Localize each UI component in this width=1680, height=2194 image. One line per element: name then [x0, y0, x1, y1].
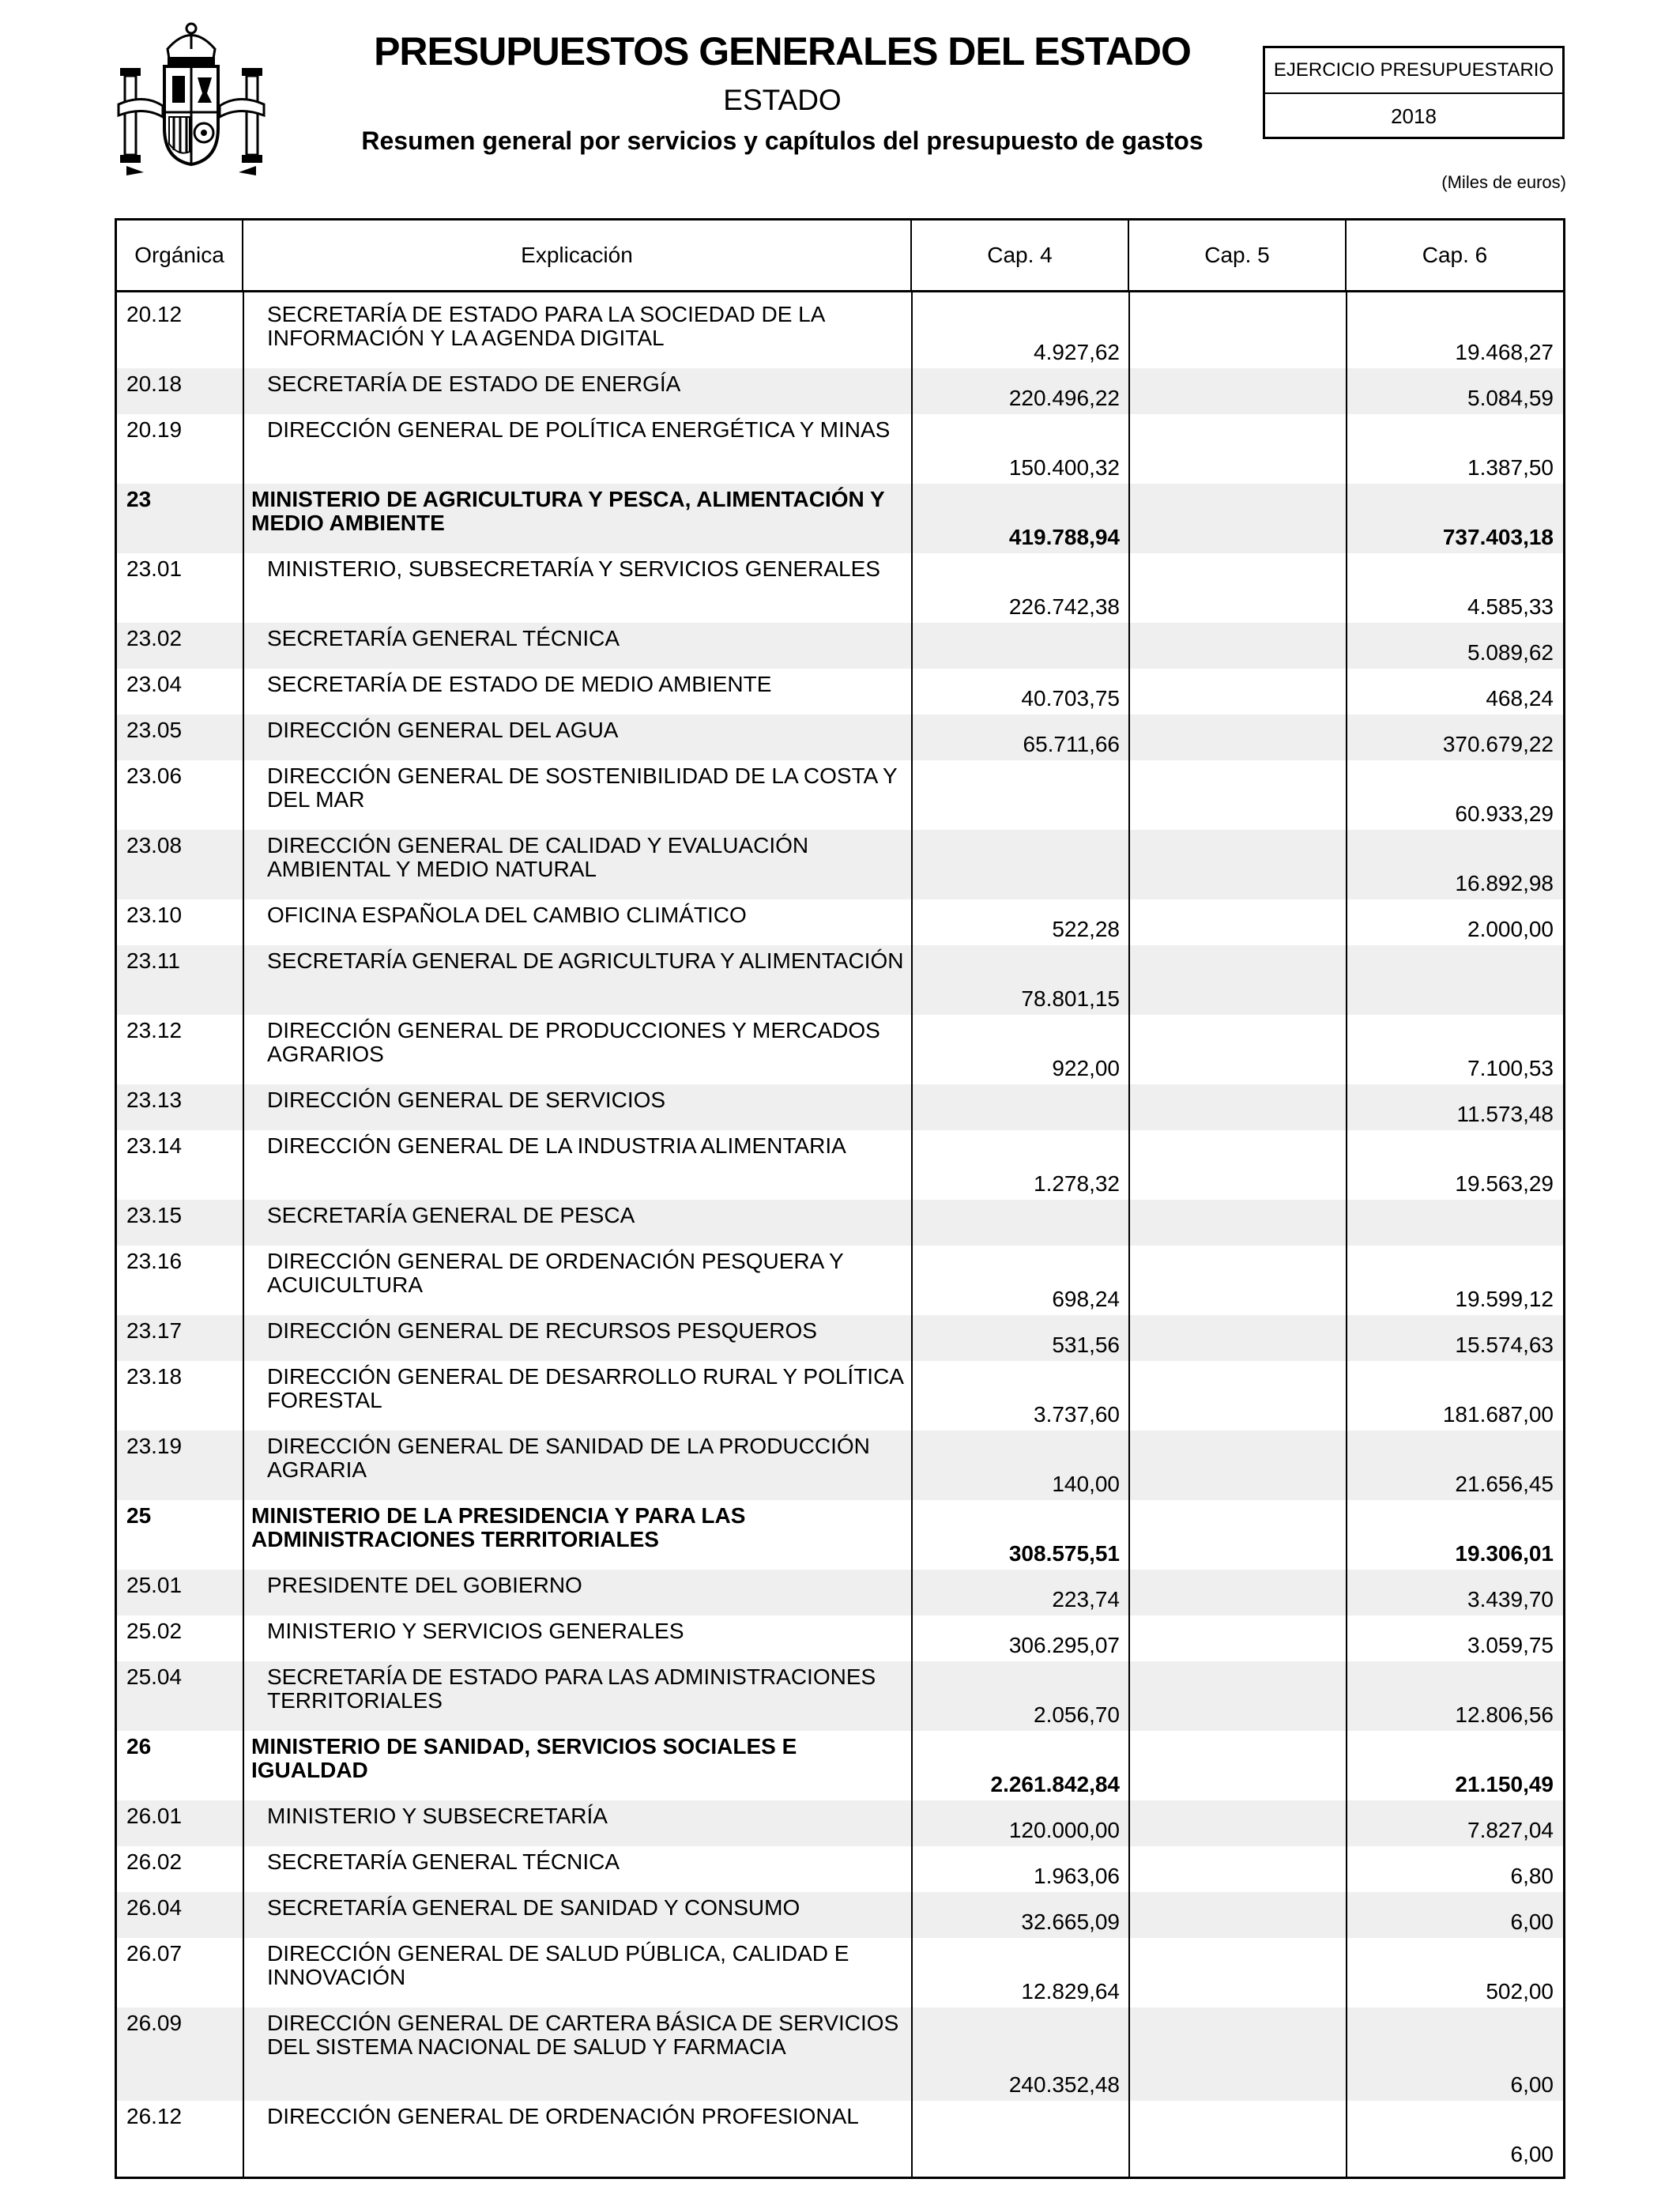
row-code: 23.13 [126, 1088, 183, 1112]
row-description: DIRECCIÓN GENERAL DE LA INDUSTRIA ALIMENTARIA [267, 1133, 846, 1158]
row-description: MINISTERIO DE AGRICULTURA Y PESCA, ALIMENTACIÓN Y MEDIO AMBIENTE [251, 487, 885, 535]
table-row [117, 1892, 1563, 1938]
row-cap4-value [912, 1084, 1129, 1130]
row-code: 23.18 [126, 1364, 183, 1389]
table-row [117, 1800, 1563, 1846]
row-cap5-value [1129, 1246, 1347, 1315]
document-subtitle: ESTADO [723, 84, 842, 116]
table-row [117, 1431, 1563, 1500]
row-cap6-value: 21.150,49 [1455, 1772, 1554, 1796]
row-cap6-value: 6,00 [1510, 1909, 1554, 1934]
table-row [117, 414, 1563, 484]
table-row [117, 1315, 1563, 1361]
row-cap4-value: 140,00 [1052, 1472, 1120, 1496]
row-cap6-value: 3.439,70 [1467, 1587, 1554, 1612]
row-cap5-value [1129, 1084, 1347, 1130]
row-cap6-value: 502,00 [1486, 1979, 1554, 2004]
row-code: 26.07 [126, 1941, 183, 1966]
table-row [117, 1084, 1563, 1130]
row-description: DIRECCIÓN GENERAL DE ORDENACIÓN PESQUERA Y ACUICULTURA [267, 1249, 844, 1297]
row-cap5-value [1129, 1130, 1347, 1200]
row-cap5-value [1129, 1615, 1347, 1661]
row-description: DIRECCIÓN GENERAL DE POLÍTICA ENERGÉTICA Y MINAS [267, 417, 891, 442]
row-cap4-value: 698,24 [1052, 1287, 1120, 1311]
row-cap5-value [1129, 2007, 1347, 2101]
row-cap4-value: 1.278,32 [1034, 1171, 1120, 1196]
table-row [117, 714, 1563, 760]
row-code: 23.01 [126, 556, 183, 581]
row-cap4-value: 12.829,64 [1021, 1979, 1120, 2004]
table-row [117, 1846, 1563, 1892]
table-header [117, 221, 1563, 292]
row-cap4-value: 308.575,51 [1008, 1541, 1120, 1566]
table-row [117, 553, 1563, 623]
row-code: 23.02 [126, 626, 183, 650]
row-cap5-value [1129, 1731, 1347, 1800]
row-code: 26.09 [126, 2011, 183, 2035]
row-cap6-value: 12.806,56 [1455, 1702, 1554, 1727]
row-cap4-value: 4.927,62 [1034, 340, 1120, 364]
row-code: 23.11 [126, 948, 180, 973]
row-cap6-value: 7.100,53 [1467, 1056, 1554, 1080]
row-cap6-value: 7.827,04 [1467, 1818, 1554, 1842]
row-cap6-value: 3.059,75 [1467, 1633, 1554, 1657]
row-cap5-value [1129, 299, 1347, 368]
table-body [117, 292, 1563, 2177]
row-description: SECRETARÍA DE ESTADO PARA LAS ADMINISTRACIONES TERRITORIALES [267, 1664, 876, 1713]
table-row [117, 1615, 1563, 1661]
table-row [117, 1661, 1563, 1731]
row-cap4-value: 531,56 [1052, 1333, 1120, 1357]
table-row [117, 1938, 1563, 2007]
row-cap4-value: 32.665,09 [1021, 1909, 1120, 1934]
row-cap6-value: 11.573,48 [1456, 1102, 1554, 1126]
row-description: DIRECCIÓN GENERAL DE CALIDAD Y EVALUACIÓN AMBIENTAL Y MEDIO NATURAL [267, 833, 809, 881]
row-cap6-value: 60.933,29 [1455, 801, 1554, 826]
row-cap6-value: 370.679,22 [1442, 732, 1554, 756]
row-description: PRESIDENTE DEL GOBIERNO [267, 1573, 582, 1597]
row-cap6-value: 16.892,98 [1455, 871, 1554, 895]
row-description: MINISTERIO, SUBSECRETARÍA Y SERVICIOS GENERALES [267, 556, 880, 581]
document-summary: Resumen general por servicios y capítulos del presupuesto de gastos [361, 126, 1203, 155]
column-header-cap6: Cap. 6 [1422, 243, 1488, 267]
row-cap4-value: 240.352,48 [1008, 2072, 1120, 2097]
row-cap5-value [1129, 553, 1347, 623]
row-cap4-value [912, 2101, 1129, 2170]
row-cap4-value: 522,28 [1052, 917, 1120, 941]
row-description: SECRETARÍA GENERAL DE SANIDAD Y CONSUMO [267, 1895, 800, 1920]
table-row [117, 830, 1563, 899]
row-cap6-value: 21.656,45 [1455, 1472, 1554, 1496]
row-cap6-value: 19.468,27 [1455, 340, 1554, 364]
row-description: SECRETARÍA DE ESTADO DE ENERGÍA [267, 371, 681, 396]
row-description: DIRECCIÓN GENERAL DE RECURSOS PESQUEROS [267, 1318, 817, 1343]
row-cap6-value: 19.563,29 [1455, 1171, 1554, 1196]
row-code: 26 [126, 1734, 152, 1759]
row-cap6-value [1347, 945, 1563, 1015]
row-cap5-value [1129, 899, 1347, 945]
row-cap4-value [912, 1200, 1129, 1246]
row-cap6-value: 6,00 [1510, 2072, 1554, 2097]
table-row [117, 1246, 1563, 1315]
table-row [117, 1361, 1563, 1431]
row-cap6-value: 5.084,59 [1467, 386, 1554, 410]
row-cap6-value: 19.306,01 [1455, 1541, 1554, 1566]
row-cap5-value [1129, 1500, 1347, 1570]
row-cap6-value [1347, 1200, 1563, 1246]
row-code: 23.04 [126, 672, 183, 696]
row-description: SECRETARÍA GENERAL TÉCNICA [267, 1849, 620, 1874]
row-code: 23.14 [126, 1133, 183, 1158]
row-cap5-value [1129, 1892, 1347, 1938]
column-header-explicacion: Explicación [243, 221, 912, 290]
table-row [117, 2007, 1563, 2101]
row-code: 23.16 [126, 1249, 183, 1273]
units-note: (Miles de euros) [1441, 172, 1566, 192]
document-title: PRESUPUESTOS GENERALES DEL ESTADO [374, 29, 1191, 74]
row-cap6-value: 468,24 [1486, 686, 1554, 711]
row-cap5-value [1129, 484, 1347, 553]
table-row [117, 368, 1563, 414]
row-description: MINISTERIO DE LA PRESIDENCIA Y PARA LAS ADMINISTRACIONES TERRITORIALES [251, 1503, 746, 1551]
column-header-organica: Orgánica [117, 221, 243, 290]
row-cap5-value [1129, 1015, 1347, 1084]
row-cap4-value: 40.703,75 [1021, 686, 1120, 711]
row-cap4-value: 150.400,32 [1008, 455, 1120, 480]
column-header-cap4: Cap. 4 [912, 221, 1129, 290]
row-cap5-value [1129, 2101, 1347, 2170]
row-description: MINISTERIO Y SUBSECRETARÍA [267, 1804, 608, 1828]
row-cap5-value [1129, 1315, 1347, 1361]
row-code: 23.12 [126, 1018, 183, 1042]
row-cap5-value [1129, 1661, 1347, 1731]
row-cap4-value [912, 830, 1129, 899]
row-cap6-value: 15.574,63 [1455, 1333, 1554, 1357]
row-code: 25.04 [126, 1664, 183, 1689]
table-row [117, 899, 1563, 945]
table-row-section [117, 1731, 1563, 1800]
row-description: MINISTERIO Y SERVICIOS GENERALES [267, 1619, 684, 1643]
row-cap4-value: 120.000,00 [1008, 1818, 1120, 1842]
row-cap4-value: 419.788,94 [1008, 525, 1120, 549]
row-code: 23.06 [126, 763, 183, 788]
row-description: DIRECCIÓN GENERAL DE SANIDAD DE LA PRODUCCIÓN AGRARIA [267, 1434, 870, 1482]
row-cap6-value: 2.000,00 [1467, 917, 1554, 941]
row-cap5-value [1129, 1938, 1347, 2007]
page-header [0, 0, 1680, 205]
row-code: 23.10 [126, 903, 183, 927]
row-cap5-value [1129, 669, 1347, 714]
row-description: DIRECCIÓN GENERAL DE ORDENACIÓN PROFESIONAL [267, 2104, 859, 2128]
row-description: MINISTERIO DE SANIDAD, SERVICIOS SOCIALES E IGUALDAD [251, 1734, 797, 1782]
row-description: SECRETARÍA DE ESTADO PARA LA SOCIEDAD DE LA INFORMACIÓN Y LA AGENDA DIGITAL [267, 302, 824, 350]
row-cap5-value [1129, 1431, 1347, 1500]
row-cap6-value: 737.403,18 [1442, 525, 1554, 549]
row-cap5-value [1129, 414, 1347, 484]
row-code: 25.02 [126, 1619, 183, 1643]
row-cap5-value [1129, 1361, 1347, 1431]
row-cap4-value: 2.056,70 [1034, 1702, 1120, 1727]
row-cap6-value: 19.599,12 [1455, 1287, 1554, 1311]
table-row [117, 760, 1563, 830]
row-cap4-value: 1.963,06 [1034, 1864, 1120, 1888]
row-code: 23.05 [126, 718, 183, 742]
row-cap4-value: 2.261.842,84 [990, 1772, 1120, 1796]
row-code: 23.19 [126, 1434, 183, 1458]
table-row [117, 299, 1563, 368]
row-cap4-value: 220.496,22 [1008, 386, 1120, 410]
row-code: 20.18 [126, 371, 183, 396]
row-description: SECRETARÍA GENERAL DE AGRICULTURA Y ALIMENTACIÓN [267, 948, 904, 973]
row-description: DIRECCIÓN GENERAL DE PRODUCCIONES Y MERCADOS AGRARIOS [267, 1018, 880, 1066]
fiscal-year-box [1263, 46, 1565, 139]
budget-table [115, 218, 1565, 2179]
row-cap4-value: 78.801,15 [1021, 986, 1120, 1011]
table-row [117, 945, 1563, 1015]
row-code: 26.01 [126, 1804, 183, 1828]
row-code: 23 [126, 487, 152, 511]
row-cap5-value [1129, 1800, 1347, 1846]
row-description: DIRECCIÓN GENERAL DEL AGUA [267, 718, 619, 742]
row-cap5-value [1129, 830, 1347, 899]
row-description: DIRECCIÓN GENERAL DE SALUD PÚBLICA, CALIDAD E INNOVACIÓN [267, 1941, 849, 1989]
row-cap4-value: 226.742,38 [1008, 594, 1120, 619]
row-cap5-value [1129, 368, 1347, 414]
row-cap5-value [1129, 714, 1347, 760]
table-row [117, 1200, 1563, 1246]
row-description: DIRECCIÓN GENERAL DE SOSTENIBILIDAD DE LA COSTA Y DEL MAR [267, 763, 898, 812]
row-code: 20.19 [126, 417, 183, 442]
row-cap4-value [912, 623, 1129, 669]
table-row [117, 623, 1563, 669]
fiscal-year-label: EJERCICIO PRESUPUESTARIO [1265, 48, 1562, 94]
row-cap6-value: 6,00 [1510, 2142, 1554, 2166]
table-row [117, 1015, 1563, 1084]
fiscal-year-value: 2018 [1391, 104, 1437, 128]
row-description: DIRECCIÓN GENERAL DE SERVICIOS [267, 1088, 666, 1112]
row-code: 23.15 [126, 1203, 183, 1227]
row-cap4-value: 3.737,60 [1034, 1402, 1120, 1427]
table-row-section [117, 484, 1563, 553]
row-description: SECRETARÍA DE ESTADO DE MEDIO AMBIENTE [267, 672, 772, 696]
table-row [117, 2101, 1563, 2170]
row-cap5-value [1129, 945, 1347, 1015]
row-code: 25 [126, 1503, 152, 1528]
row-code: 23.08 [126, 833, 183, 858]
table-row [117, 1130, 1563, 1200]
row-description: DIRECCIÓN GENERAL DE DESARROLLO RURAL Y POLÍTICA FORESTAL [267, 1364, 903, 1412]
row-code: 20.12 [126, 302, 183, 326]
row-cap4-value [912, 760, 1129, 830]
row-cap5-value [1129, 623, 1347, 669]
row-code: 26.02 [126, 1849, 183, 1874]
row-cap6-value: 5.089,62 [1467, 640, 1554, 665]
row-cap6-value: 1.387,50 [1467, 455, 1554, 480]
row-description: OFICINA ESPAÑOLA DEL CAMBIO CLIMÁTICO [267, 903, 747, 927]
row-cap4-value: 223,74 [1052, 1587, 1120, 1612]
row-code: 26.12 [126, 2104, 183, 2128]
row-cap4-value: 65.711,66 [1023, 732, 1120, 756]
row-description: SECRETARÍA GENERAL TÉCNICA [267, 626, 620, 650]
row-cap5-value [1129, 1200, 1347, 1246]
table-row [117, 1570, 1563, 1615]
row-code: 23.17 [126, 1318, 183, 1343]
coat-of-arms-icon [112, 17, 270, 175]
row-cap4-value: 922,00 [1052, 1056, 1120, 1080]
column-header-cap5: Cap. 5 [1129, 221, 1347, 290]
row-cap6-value: 6,80 [1510, 1864, 1554, 1888]
table-row-section [117, 1500, 1563, 1570]
row-cap5-value [1129, 760, 1347, 830]
row-code: 25.01 [126, 1573, 183, 1597]
row-cap5-value [1129, 1846, 1347, 1892]
table-row [117, 669, 1563, 714]
row-cap6-value: 4.585,33 [1467, 594, 1554, 619]
row-description: DIRECCIÓN GENERAL DE CARTERA BÁSICA DE SERVICIOS DEL SISTEMA NACIONAL DE SALUD Y FARMACIA [267, 2011, 899, 2059]
row-description: SECRETARÍA GENERAL DE PESCA [267, 1203, 635, 1227]
row-code: 26.04 [126, 1895, 183, 1920]
row-cap4-value: 306.295,07 [1008, 1633, 1120, 1657]
row-cap6-value: 181.687,00 [1442, 1402, 1554, 1427]
row-cap5-value [1129, 1570, 1347, 1615]
